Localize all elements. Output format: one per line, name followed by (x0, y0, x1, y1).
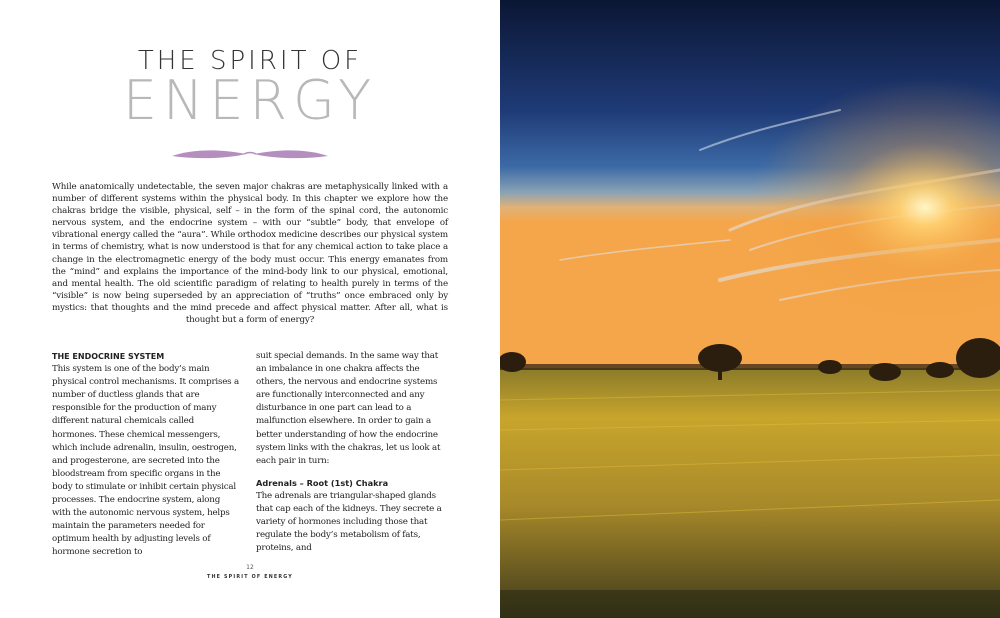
decorative-flourish-icon (170, 144, 330, 164)
subsection-heading: Adrenals – Root (1st) Chakra (256, 477, 389, 488)
column-left (52, 350, 239, 560)
section-heading: THE ENDOCRINE SYSTEM (52, 352, 165, 361)
intro-paragraph: While anatomically undetectable, the seven major chakras are metaphysically linked with a number of different systems within the physical body. In this chapter we explore how the chakras bridge the visible, physical, self – in the form of the spinal cord, the autonomic nervous system, and the endocrine system – with our “subtle” body, that envelope of vibrational energy called the “aura”. While orthodox medicine describes our physical system in terms of chemistry, what is now understood is that for any chemical action to take place a change in the electromagnetic energy of the body must occur. This energy emanates from the “mind” and explains the importance of the mind-body link to our physical, emotional, and mental health. The old scientific paradigm of relating to health purely in terms of the “visible” is now being superseded by an appreciation of “truths” once embraced only by mystics: that thoughts and the mind precede and affect physical matter. After all, what is thought but a form of energy? (52, 182, 448, 326)
chapter-title-line2: ENERGY (122, 69, 378, 132)
right-page (500, 0, 1000, 618)
section-body-left: This system is one of the body’s main physical control mechanisms. It comprises a number of ductless glands that are responsible for the production of many different natural chemicals called hormones. These chemical messengers, which include adrenalin, insulin, oestrogen, and progesterone, are secreted into the bloodstream from specific organs in the body to stimulate or inhibit certain physical processes. The endocrine system, along with the autonomic nervous system, helps maintain the parameters needed for optimum health by adjusting levels of hormone secretion to (52, 364, 239, 558)
chapter-title-line1: THE SPIRIT OF (137, 46, 363, 76)
section-body-right: suit special demands. In the same way that an imbalance in one chakra affects the others, the nervous and endocrine systems are functionally interconnected and any disturbance in one part can lead to a malfunction elsewhere. In order to gain a better understanding of how the endocrine system links with the chakras, let us look at each pair in turn: (256, 351, 441, 466)
page-number: 12 (246, 564, 254, 571)
column-right (256, 350, 443, 555)
subsection-body: The adrenals are triangular-shaped glands that cap each of the kidneys. They secrete a variety of hormones including those that regulate the body’s metabolism of fats, proteins, and (256, 490, 442, 554)
sunset-field-photo (500, 0, 1000, 618)
running-footer: THE SPIRIT OF ENERGY (206, 575, 293, 580)
